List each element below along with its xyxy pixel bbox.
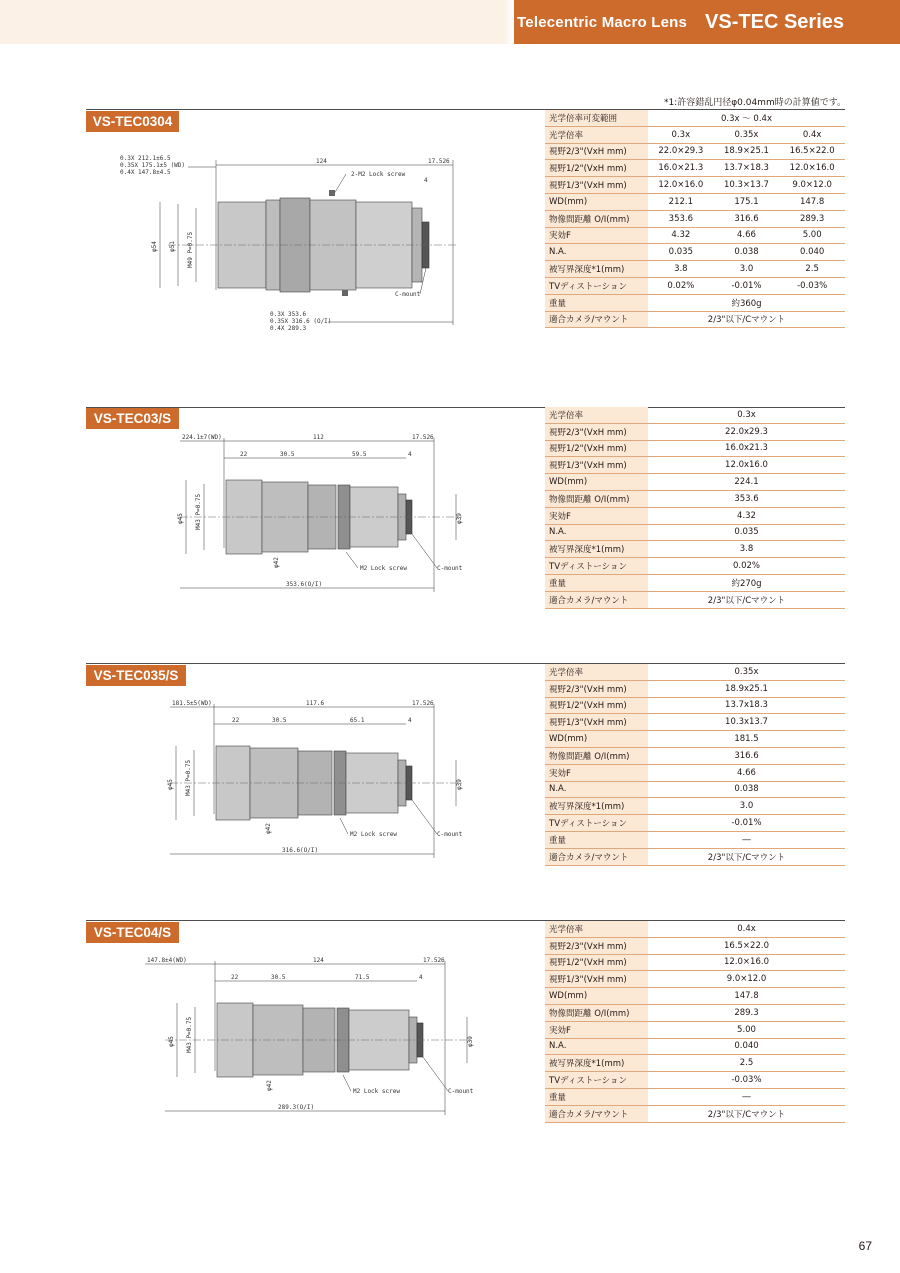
page-number: 67 bbox=[858, 1239, 872, 1253]
dim-thread: M43 P=0.75 bbox=[186, 1016, 193, 1053]
dim-mount: 4 bbox=[424, 177, 428, 184]
callout-mount: C-mount bbox=[437, 565, 463, 572]
dim-phi45: φ45 bbox=[177, 513, 184, 524]
table-row: TVディストーション -0.03% bbox=[545, 1072, 845, 1089]
dim-seg3: 59.5 bbox=[352, 451, 367, 458]
dim-flange: 17.526 bbox=[412, 700, 434, 707]
lens-drawing-vs-tec03s bbox=[150, 430, 480, 599]
dim-phi39: φ39 bbox=[456, 779, 463, 790]
dim-seg2: 30.5 bbox=[280, 451, 295, 458]
table-row: 視野1/3"(VxH mm) 12.0×16.0 10.3×13.7 9.0×12.0 bbox=[545, 177, 845, 194]
dim-thread: M43 P=0.75 bbox=[195, 493, 202, 530]
dim-wd: 224.1±7(WD) bbox=[182, 434, 222, 441]
table-row: N.A. 0.035 bbox=[545, 524, 845, 541]
dim-wd: 181.5±5(WD) bbox=[172, 700, 212, 707]
table-row: TVディストーション 0.02% bbox=[545, 558, 845, 575]
dim-oi: 353.6(O/I) bbox=[286, 581, 323, 588]
dim-seg1: 22 bbox=[231, 974, 239, 981]
table-row: 視野1/2"(VxH mm) 13.7x18.3 bbox=[545, 697, 845, 714]
dim-seg1: 22 bbox=[232, 717, 240, 724]
lens-drawing-vs-tec04s bbox=[135, 953, 480, 1122]
table-row: WD(mm) 147.8 bbox=[545, 988, 845, 1005]
header-series: VS-TEC Series bbox=[705, 10, 844, 33]
dim-flange: 17.526 bbox=[412, 434, 434, 441]
dim-mount: 4 bbox=[408, 451, 412, 458]
table-row: TVディストーション 0.02% -0.01% -0.03% bbox=[545, 277, 845, 294]
wd-text-1: 0.3X 212.1±6.5 bbox=[120, 155, 171, 162]
spec-table-vs-tec0304 bbox=[545, 110, 845, 328]
callout-mount: C-mount bbox=[437, 831, 463, 838]
dim-flange: 17.526 bbox=[423, 957, 445, 964]
dim-thread: M43 P=0.75 bbox=[185, 759, 192, 796]
callout-mount: C-mount bbox=[448, 1088, 474, 1095]
table-row: 光学倍率 0.4x bbox=[545, 921, 845, 937]
table-row: 視野1/3"(VxH mm) 12.0x16.0 bbox=[545, 457, 845, 474]
dim-oi: 316.6(O/I) bbox=[282, 847, 319, 854]
dim-seg1: 22 bbox=[240, 451, 248, 458]
spec-table-vs-tec03s bbox=[545, 407, 845, 609]
wd-text-3: 0.4X 147.8±4.5 bbox=[120, 169, 171, 176]
dim-phi45: φ45 bbox=[168, 1036, 175, 1047]
table-row: TVディストーション -0.01% bbox=[545, 815, 845, 832]
model-tag-vs-tec04s: VS-TEC04/S bbox=[86, 922, 179, 943]
dim-seg2: 30.5 bbox=[272, 717, 287, 724]
dim-thread: M49 P=0.75 bbox=[187, 231, 194, 268]
table-row: 視野1/3"(VxH mm) 9.0×12.0 bbox=[545, 971, 845, 988]
dim-phi54: φ54 bbox=[151, 241, 158, 252]
table-row: 物像間距離 O/I(mm) 289.3 bbox=[545, 1004, 845, 1021]
dim-phi51: φ51 bbox=[169, 241, 176, 252]
table-row: 実効F 4.66 bbox=[545, 764, 845, 781]
table-row: 視野2/3"(VxH mm) 18.9x25.1 bbox=[545, 680, 845, 697]
table-row: 重量 ― bbox=[545, 1088, 845, 1105]
table-row: 適合カメラ/マウント 2/3"以下/Cマウント bbox=[545, 591, 845, 608]
oi-text-3: 0.4X 289.3 bbox=[270, 325, 307, 332]
wd-text-2: 0.35X 175.1±5 (WD) bbox=[120, 162, 186, 169]
model-tag-vs-tec03s: VS-TEC03/S bbox=[86, 408, 179, 429]
table-row: N.A. 0.038 bbox=[545, 781, 845, 798]
dim-length: 117.6 bbox=[306, 700, 325, 707]
dim-oi: 289.3(O/I) bbox=[278, 1104, 315, 1111]
table-row: 視野1/3"(VxH mm) 10.3x13.7 bbox=[545, 714, 845, 731]
table-row: 被写界深度*1(mm) 3.8 3.0 2.5 bbox=[545, 261, 845, 278]
model-tag-vs-tec0304: VS-TEC0304 bbox=[86, 111, 179, 132]
table-row: 被写界深度*1(mm) 2.5 bbox=[545, 1055, 845, 1072]
table-row: WD(mm) 181.5 bbox=[545, 731, 845, 748]
table-row: 光学倍率 0.3x bbox=[545, 407, 845, 423]
table-row: WD(mm) 224.1 bbox=[545, 474, 845, 491]
callout-screw: M2 Lock screw bbox=[350, 831, 397, 838]
dim-mount: 4 bbox=[419, 974, 423, 981]
table-row: 視野2/3"(VxH mm) 16.5×22.0 bbox=[545, 937, 845, 954]
table-row: N.A. 0.040 bbox=[545, 1038, 845, 1055]
dim-length: 124 bbox=[313, 957, 324, 964]
dim-flange: 17.526 bbox=[428, 158, 450, 165]
dim-seg3: 65.1 bbox=[350, 717, 365, 724]
table-row: 適合カメラ/マウント 2/3"以下/Cマウント bbox=[545, 1105, 845, 1122]
table-row: 光学倍率可変範囲 0.3x ～ 0.4x bbox=[545, 110, 845, 126]
dim-length: 124 bbox=[316, 158, 327, 165]
table-row: 適合カメラ/マウント 2/3"以下/Cマウント bbox=[545, 848, 845, 865]
table-row: 視野2/3"(VxH mm) 22.0x29.3 bbox=[545, 423, 845, 440]
table-row: 視野1/2"(VxH mm) 12.0×16.0 bbox=[545, 954, 845, 971]
table-row: 実効F 5.00 bbox=[545, 1021, 845, 1038]
table-row: N.A. 0.035 0.038 0.040 bbox=[545, 244, 845, 261]
table-row: 視野1/2"(VxH mm) 16.0×21.3 13.7×18.3 12.0×16.0 bbox=[545, 160, 845, 177]
table-row: 光学倍率 0.35x bbox=[545, 664, 845, 680]
dim-phi42: φ42 bbox=[266, 1080, 273, 1091]
dim-phi39: φ39 bbox=[456, 513, 463, 524]
table-row: 物像間距離 O/I(mm) 353.6 316.6 289.3 bbox=[545, 210, 845, 227]
lens-drawing-vs-tec0304 bbox=[108, 150, 468, 344]
table-row: 適合カメラ/マウント 2/3"以下/Cマウント bbox=[545, 311, 845, 328]
callout-screw: M2 Lock screw bbox=[360, 565, 407, 572]
dim-seg2: 30.5 bbox=[271, 974, 286, 981]
table-row: 物像間距離 O/I(mm) 353.6 bbox=[545, 490, 845, 507]
table-row: 物像間距離 O/I(mm) 316.6 bbox=[545, 747, 845, 764]
table-row: 光学倍率 0.3x 0.35x 0.4x bbox=[545, 126, 845, 143]
table-row: 被写界深度*1(mm) 3.0 bbox=[545, 798, 845, 815]
lens-drawing-vs-tec035s bbox=[150, 696, 480, 865]
table-row: WD(mm) 212.1 175.1 147.8 bbox=[545, 193, 845, 210]
dim-mount: 4 bbox=[408, 717, 412, 724]
table-row: 重量 約360g bbox=[545, 294, 845, 311]
table-row: 視野1/2"(VxH mm) 16.0x21.3 bbox=[545, 440, 845, 457]
table-row: 実効F 4.32 bbox=[545, 507, 845, 524]
dim-wd: 147.8±4(WD) bbox=[147, 957, 187, 964]
dim-phi39: φ39 bbox=[467, 1036, 474, 1047]
spec-table-vs-tec035s bbox=[545, 664, 845, 866]
spec-table-vs-tec04s bbox=[545, 921, 845, 1123]
footnote: *1:許容錯乱円径φ0.04mm時の計算値です。 bbox=[663, 98, 846, 108]
dim-phi42: φ42 bbox=[273, 557, 280, 568]
table-row: 視野2/3"(VxH mm) 22.0×29.3 18.9×25.1 16.5×22.0 bbox=[545, 143, 845, 160]
header-title bbox=[514, 0, 900, 44]
dim-seg3: 71.5 bbox=[355, 974, 370, 981]
table-row: 実効F 4.32 4.66 5.00 bbox=[545, 227, 845, 244]
dim-length: 112 bbox=[313, 434, 324, 441]
table-row: 重量 約270g bbox=[545, 574, 845, 591]
callout-screw: M2 Lock screw bbox=[353, 1088, 400, 1095]
table-row: 被写界深度*1(mm) 3.8 bbox=[545, 541, 845, 558]
callout-screw: 2-M2 Lock screw bbox=[351, 171, 406, 178]
header-subtitle: Telecentric Macro Lens bbox=[517, 13, 688, 31]
dim-phi45: φ45 bbox=[167, 779, 174, 790]
oi-text-1: 0.3X 353.6 bbox=[270, 311, 307, 318]
dim-phi42: φ42 bbox=[265, 823, 272, 834]
oi-text-2: 0.35X 316.6 (O/I) bbox=[270, 318, 332, 325]
callout-mount: C-mount bbox=[395, 291, 421, 298]
model-tag-vs-tec035s: VS-TEC035/S bbox=[86, 665, 186, 686]
table-row: 重量 ― bbox=[545, 831, 845, 848]
